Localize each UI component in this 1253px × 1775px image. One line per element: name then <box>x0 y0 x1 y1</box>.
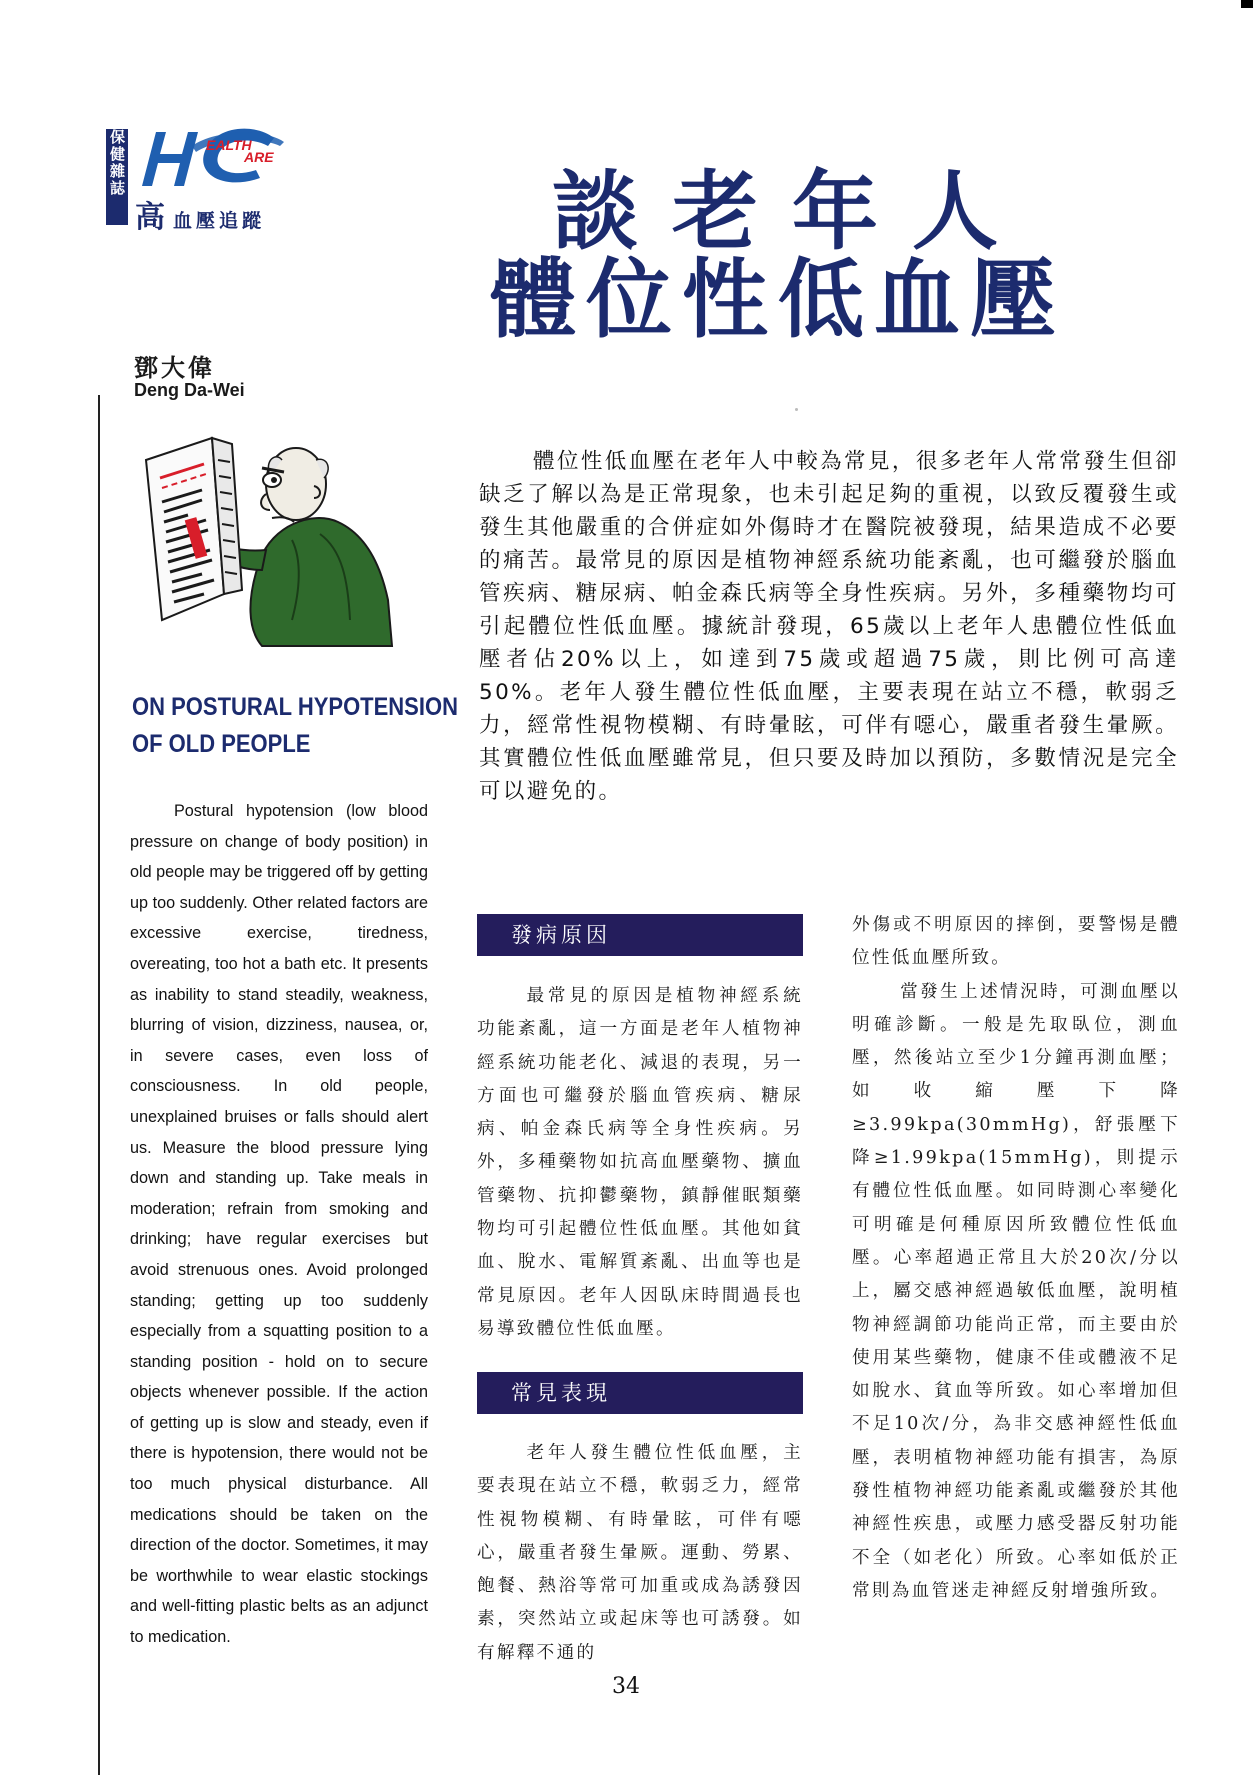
article-title-line2: 體位性低血壓 <box>490 249 1066 350</box>
causes-heading: 發病原因 <box>477 914 803 956</box>
english-title <box>132 689 458 763</box>
logo-word-health: EALTH <box>206 137 252 153</box>
intro-paragraph <box>479 445 1179 808</box>
page-number: 34 <box>612 1674 640 1699</box>
right-column-para2-text: 當發生上述情況時，可測血壓以明確診斷。一般是先取臥位，測血壓，然後站立至少1分鐘再測血壓；如收縮壓下降≥3.99kpa(30mmHg)，舒張壓下降≥1.99kpa(15mmHg)，則提示有體位性低血壓。如同時測心率變化可明確是何種原因所致體位性低血壓。心率超過正常且大於20次/分以上，屬交感神經過敏低血壓，說明植物神經調節功能尚正常，而主要由於使用某些藥物，健康不佳或體液不足如脫水、貧血等所致。如心率增加但不足10次/分，為非交感神經性低血壓，表明植物神經功能有損害，為原發性植物神經功能紊亂或繼發於其他神經性疾患，或壓力感受器反射功能不全（如老化）所致。心率如低於正常則為血管迷走神經反射增強所致。 <box>852 981 1180 1601</box>
causes-paragraph <box>477 980 803 1346</box>
author-name-english: Deng Da-Wei <box>134 380 245 400</box>
right-column-para2 <box>852 976 1180 1609</box>
speck <box>795 408 798 411</box>
right-column <box>852 909 1180 1608</box>
section-label-small: 血壓追蹤 <box>173 210 266 232</box>
author-name-chinese: 鄧大偉 <box>134 354 215 382</box>
symptoms-paragraph <box>477 1437 803 1670</box>
margin-rule <box>98 395 100 1775</box>
corner-registration-mark <box>1241 0 1253 8</box>
section-label <box>135 192 265 236</box>
logo-word-care: ARE <box>244 149 274 165</box>
magazine-vertical-text: 保健雜誌 <box>108 129 126 197</box>
healthcare-logo-icon <box>134 124 294 194</box>
symptoms-text: 老年人發生體位性低血壓，主要表現在站立不穩，軟弱乏力，經常性視物模糊、有時暈眩，可伴有噁心，嚴重者發生暈厥。運動、勞累、飽餐、熱浴等常可加重或成為誘發因素，突然站立或起床等也可誘發。如有解釋不通的 <box>477 1443 803 1663</box>
section-label-big: 高 <box>135 200 167 235</box>
intro-text: 體位性低血壓在老年人中較為常見，很多老年人常常發生但卻缺乏了解以為是正常現象，也未引起足夠的重視，以致反覆發生或發生其他嚴重的合併症如外傷時才在醫院被發現，結果造成不必要的痛苦。最常見的原因是植物神經系統功能紊亂，也可繼發於腦血管疾病、糖尿病、帕金森氏病等全身性疾病。另外，多種藥物均可引起體位性低血壓。據統計發現，65歲以上老年人患體位性低血壓者佔20%以上，如達到75歲或超過75歲，則比例可高達50%。老年人發生體位性低血壓，主要表現在站立不穩，軟弱乏力，經常性視物模糊、有時暈眩，可伴有噁心，嚴重者發生暈厥。其實體位性低血壓雖常見，但只要及時加以預防，多數情況是完全可以避免的。 <box>479 449 1179 804</box>
causes-text: 最常見的原因是植物神經系統功能紊亂，這一方面是老年人植物神經系統功能老化、減退的表現，另一方面也可繼發於腦血管疾病、糖尿病、帕金森氏病等全身性疾病。另外，多種藥物如抗高血壓藥物、擴血管藥物、抗抑鬱藥物，鎮靜催眠類藥物均可引起體位性低血壓。其他如貧血、脫水、電解質紊亂、出血等也是常見原因。老年人因臥床時間過長也易導致體位性低血壓。 <box>477 986 803 1339</box>
english-title-line1: ON POSTURAL HYPOTENSION <box>132 693 458 721</box>
old-man-newspaper-illustration <box>142 430 432 650</box>
english-abstract <box>130 796 428 1653</box>
symptoms-heading: 常見表現 <box>477 1372 803 1414</box>
right-column-para1: 外傷或不明原因的摔倒，要警惕是體位性低血壓所致。 <box>852 915 1180 969</box>
article-title-line1: 談老年人 <box>552 161 1032 262</box>
english-title-line2: OF OLD PEOPLE <box>132 730 311 758</box>
magazine-vertical-label <box>106 129 128 225</box>
english-abstract-text: Postural hypotension (low blood pressure on change of body position) in old people may be triggered off by getting up too suddenly. Other related factors are excessive exercise, tiredness, overeating, too hot a bath etc. It presents as inability to stand steadily, weakness, blurring of vision, dizziness, nausea, or, in severe cases, even loss of consciousness. In old people, unexplained bruises or falls should alert us. Measure the blood pressure lying down and standing up. Take meals in moderation; refrain from smoking and drinking; have regular exercises but avoid strenuous ones. Avoid prolonged standing; getting up too suddenly especially from a squatting position to a standing position - hold on to secure objects whenever possible. If the action of getting up is slow and steady, even if there is hypotension, there would not be too much physical disturbance. All medications should be taken on the direction of the doctor. Sometimes, it may be worthwhile to wear elastic stockings and well-fitting plastic belts as an adjunct to medication. <box>130 802 428 1647</box>
